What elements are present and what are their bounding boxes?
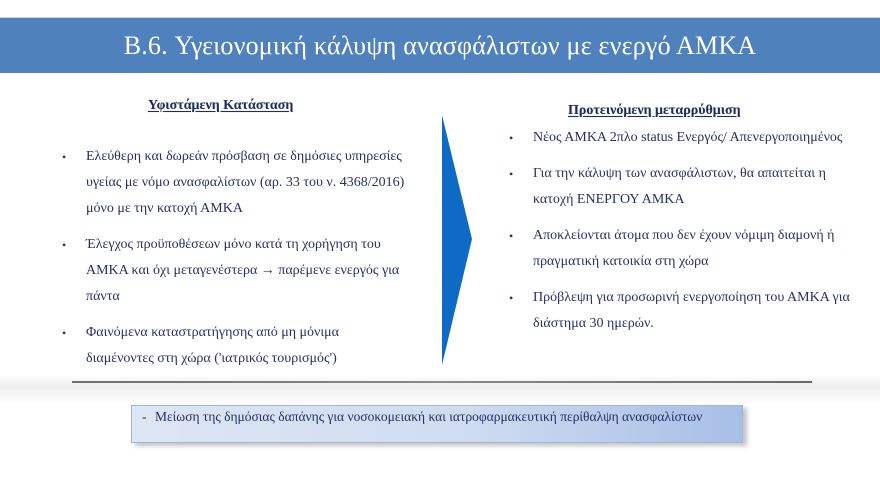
dash-marker: - — [142, 409, 147, 424]
bullet-icon: • — [509, 291, 514, 305]
chevron-right-arrow-icon — [442, 115, 472, 365]
list-item — [505, 125, 850, 151]
slide-title: B.6. Υγειονομική κάλυψη ανασφάλιστων με ενεργό ΑΜΚΑ — [123, 30, 757, 60]
list-item-text: Φαινόμενα καταστρατήγησης από μη μόνιμα διαμένοντες στη χώρα ('ιατρικός τουρισμός') — [86, 325, 339, 366]
list-item-text: Ελεύθερη και δωρεάν πρόσβαση σε δημόσιες υπηρεσίες υγείας με νόμο ανασφαλίστων (αρ. 33 του ν. 4368/2016) μόνο με την κατοχή ΑΜΚΑ — [86, 149, 405, 216]
summary-box — [131, 405, 743, 443]
proposed-reform-heading: Προτεινόμενη μεταρρύθμιση — [568, 103, 741, 118]
list-item-text: Αποκλείονται άτομα που δεν έχουν νόμιμη διαμονή ή πραγματική κατοικία στη χώρα — [533, 228, 835, 269]
proposed-reform-list — [505, 125, 850, 347]
bullet-icon: • — [509, 131, 514, 145]
list-item — [58, 232, 408, 310]
bullet-icon: • — [62, 326, 67, 340]
list-item — [58, 320, 408, 372]
summary-text: Μείωση της δημόσιας δαπάνης για νοσοκομειακή και ιατροφαρμακευτική περίθαλψη ανασφαλίστων — [155, 409, 703, 424]
list-item-text: Νέος ΑΜΚΑ 2πλο status Ενεργός/ Απενεργοποιημένος — [533, 130, 843, 145]
bullet-icon: • — [62, 238, 67, 252]
list-item-text: Πρόβλεψη για προσωρινή ενεργοποίηση του ΑΜΚΑ για διάστημα 30 ημερών. — [533, 290, 850, 331]
list-item — [58, 144, 408, 222]
list-item — [505, 285, 850, 337]
slide-title-bar — [0, 17, 880, 73]
list-item — [505, 161, 850, 213]
list-item-text: Για την κάλυψη των ανασφάλιστων, θα απαιτείται η κατοχή ΕΝΕΡΓΟΥ ΑΜΚΑ — [533, 166, 826, 207]
bullet-icon: • — [509, 167, 514, 181]
shadow-band — [0, 375, 880, 405]
bullet-icon: • — [509, 229, 514, 243]
current-state-list — [58, 144, 408, 382]
bullet-icon: • — [62, 150, 67, 164]
list-item — [505, 223, 850, 275]
current-state-heading: Υφιστάμενη Κατάσταση — [148, 98, 294, 113]
list-item-text: Έλεγχος προϋποθέσεων μόνο κατά τη χορήγηση του ΑΜΚΑ και όχι μεταγενέστερα → παρέμενε ενεργός για πάντα — [86, 237, 400, 304]
horizontal-divider — [72, 381, 812, 383]
